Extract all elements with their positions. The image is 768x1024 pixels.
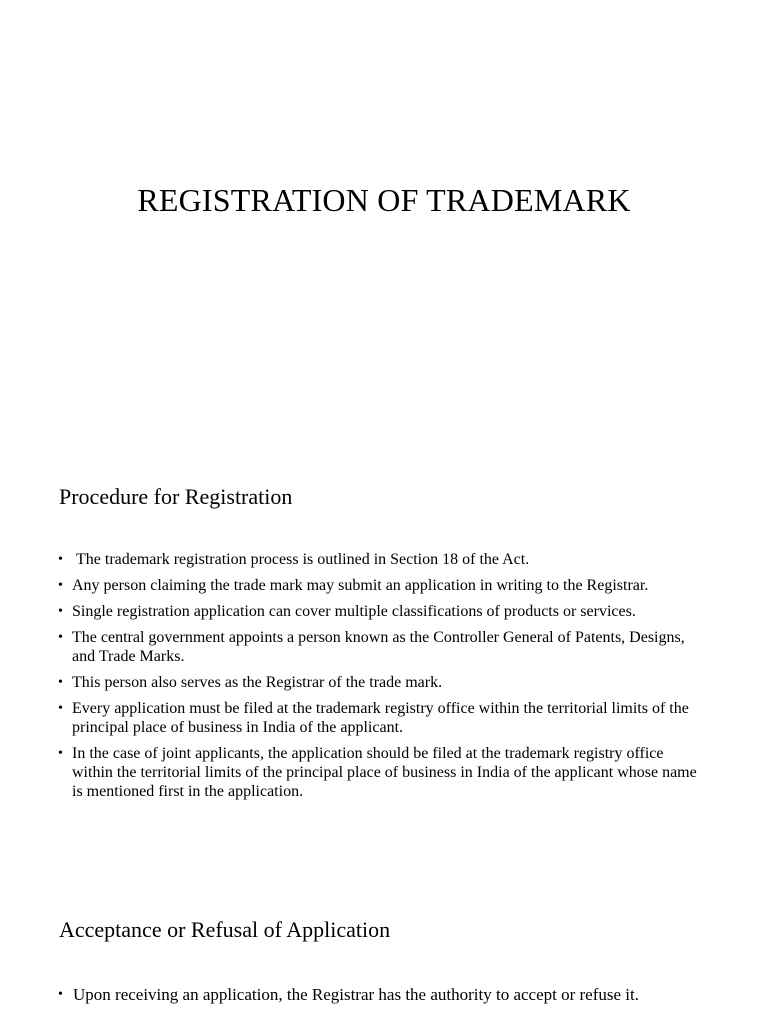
bullet-icon: • xyxy=(58,675,63,690)
title-slide xyxy=(0,0,768,460)
bullet-icon: • xyxy=(58,987,63,1002)
procedure-heading: Procedure for Registration xyxy=(59,484,293,509)
acceptance-slide xyxy=(0,900,768,1024)
list-item xyxy=(58,985,708,1005)
acceptance-heading: Acceptance or Refusal of Application xyxy=(59,917,391,942)
list-item-text: Upon receiving an application, the Registrar has the authority to accept or refuse it. xyxy=(73,985,639,1004)
list-item-text: The central government appoints a person known as the Controller General of Patents, Designs, and Trade Marks. xyxy=(72,629,685,665)
bullet-icon: • xyxy=(58,604,63,619)
procedure-bullet-list xyxy=(58,550,708,808)
list-item xyxy=(58,673,708,692)
list-item-text: This person also serves as the Registrar of the trade mark. xyxy=(72,674,443,691)
procedure-slide xyxy=(0,470,768,890)
list-item xyxy=(58,699,708,737)
bullet-icon: • xyxy=(58,746,63,761)
list-item xyxy=(58,550,708,569)
list-item-text: Any person claiming the trade mark may submit an application in writing to the Registrar. xyxy=(72,577,649,594)
bullet-icon: • xyxy=(58,701,63,716)
acceptance-bullet-list xyxy=(58,985,708,1012)
list-item xyxy=(58,628,708,666)
list-item-text: The trademark registration process is outlined in Section 18 of the Act. xyxy=(72,551,530,568)
list-item xyxy=(58,744,708,801)
bullet-icon: • xyxy=(58,552,63,567)
list-item xyxy=(58,602,708,621)
page-title: REGISTRATION OF TRADEMARK xyxy=(137,182,631,218)
bullet-icon: • xyxy=(58,578,63,593)
list-item xyxy=(58,576,708,595)
list-item-text: In the case of joint applicants, the application should be filed at the trademark registry office within the territorial limits of the principal place of business in India of the applicant whose name is mentioned first in the application. xyxy=(72,745,697,800)
list-item-text: Every application must be filed at the trademark registry office within the territorial limits of the principal place of business in India of the applicant. xyxy=(72,700,689,736)
list-item-text: Single registration application can cover multiple classifications of products or services. xyxy=(72,603,636,620)
bullet-icon: • xyxy=(58,630,63,645)
